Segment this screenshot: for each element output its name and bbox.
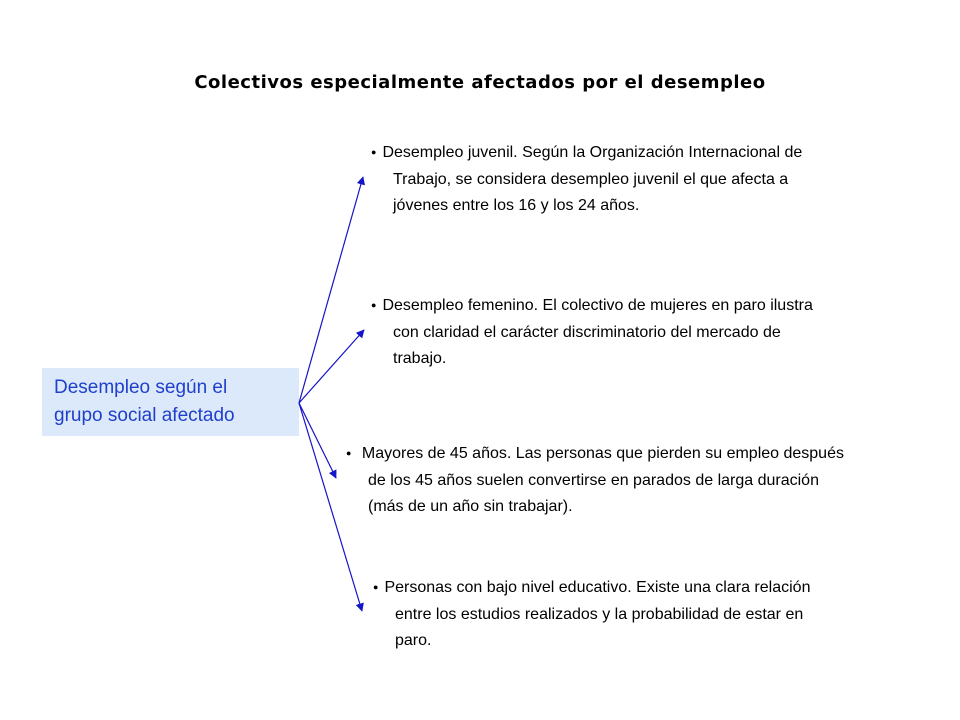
diagram-title: Colectivos especialmente afectados por el desempleo: [194, 72, 766, 93]
item-femenino-line-1: ● Desempleo femenino. El colectivo de mujeres en paro ilustra: [371, 297, 813, 314]
list-item: [371, 140, 931, 219]
arrow-to-mayores: [299, 403, 336, 478]
item-educativo-line-2: entre los estudios realizados y la probabilidad de estar en: [395, 606, 804, 623]
item-mayores-line-2: de los 45 años suelen convertirse en parados de larga duración: [368, 472, 819, 489]
source-node-line-1: Desempleo según el: [54, 377, 228, 398]
list-item: [346, 441, 956, 520]
item-mayores-line-1: ● Mayores de 45 años. Las personas que pierden su empleo después: [346, 445, 844, 462]
item-femenino-line-3: trabajo.: [393, 350, 447, 367]
item-juvenil-line-3: jóvenes entre los 16 y los 24 años.: [393, 197, 640, 214]
item-educativo-line-1: ● Personas con bajo nivel educativo. Existe una clara relación: [373, 579, 810, 596]
item-femenino-line-2: con claridad el carácter discriminatorio del mercado de: [393, 324, 781, 341]
arrow-to-juvenil: [299, 177, 363, 403]
item-educativo-line-3: paro.: [395, 632, 432, 649]
item-juvenil-line-1: ● Desempleo juvenil. Según la Organización Internacional de: [371, 144, 802, 161]
item-juvenil-line-2: Trabajo, se considera desempleo juvenil el que afecta a: [393, 171, 789, 188]
source-node-line-2: grupo social afectado: [54, 405, 235, 426]
item-mayores-line-3: (más de un año sin trabajar).: [368, 498, 573, 515]
list-item: [371, 293, 946, 372]
list-item: [373, 575, 948, 654]
